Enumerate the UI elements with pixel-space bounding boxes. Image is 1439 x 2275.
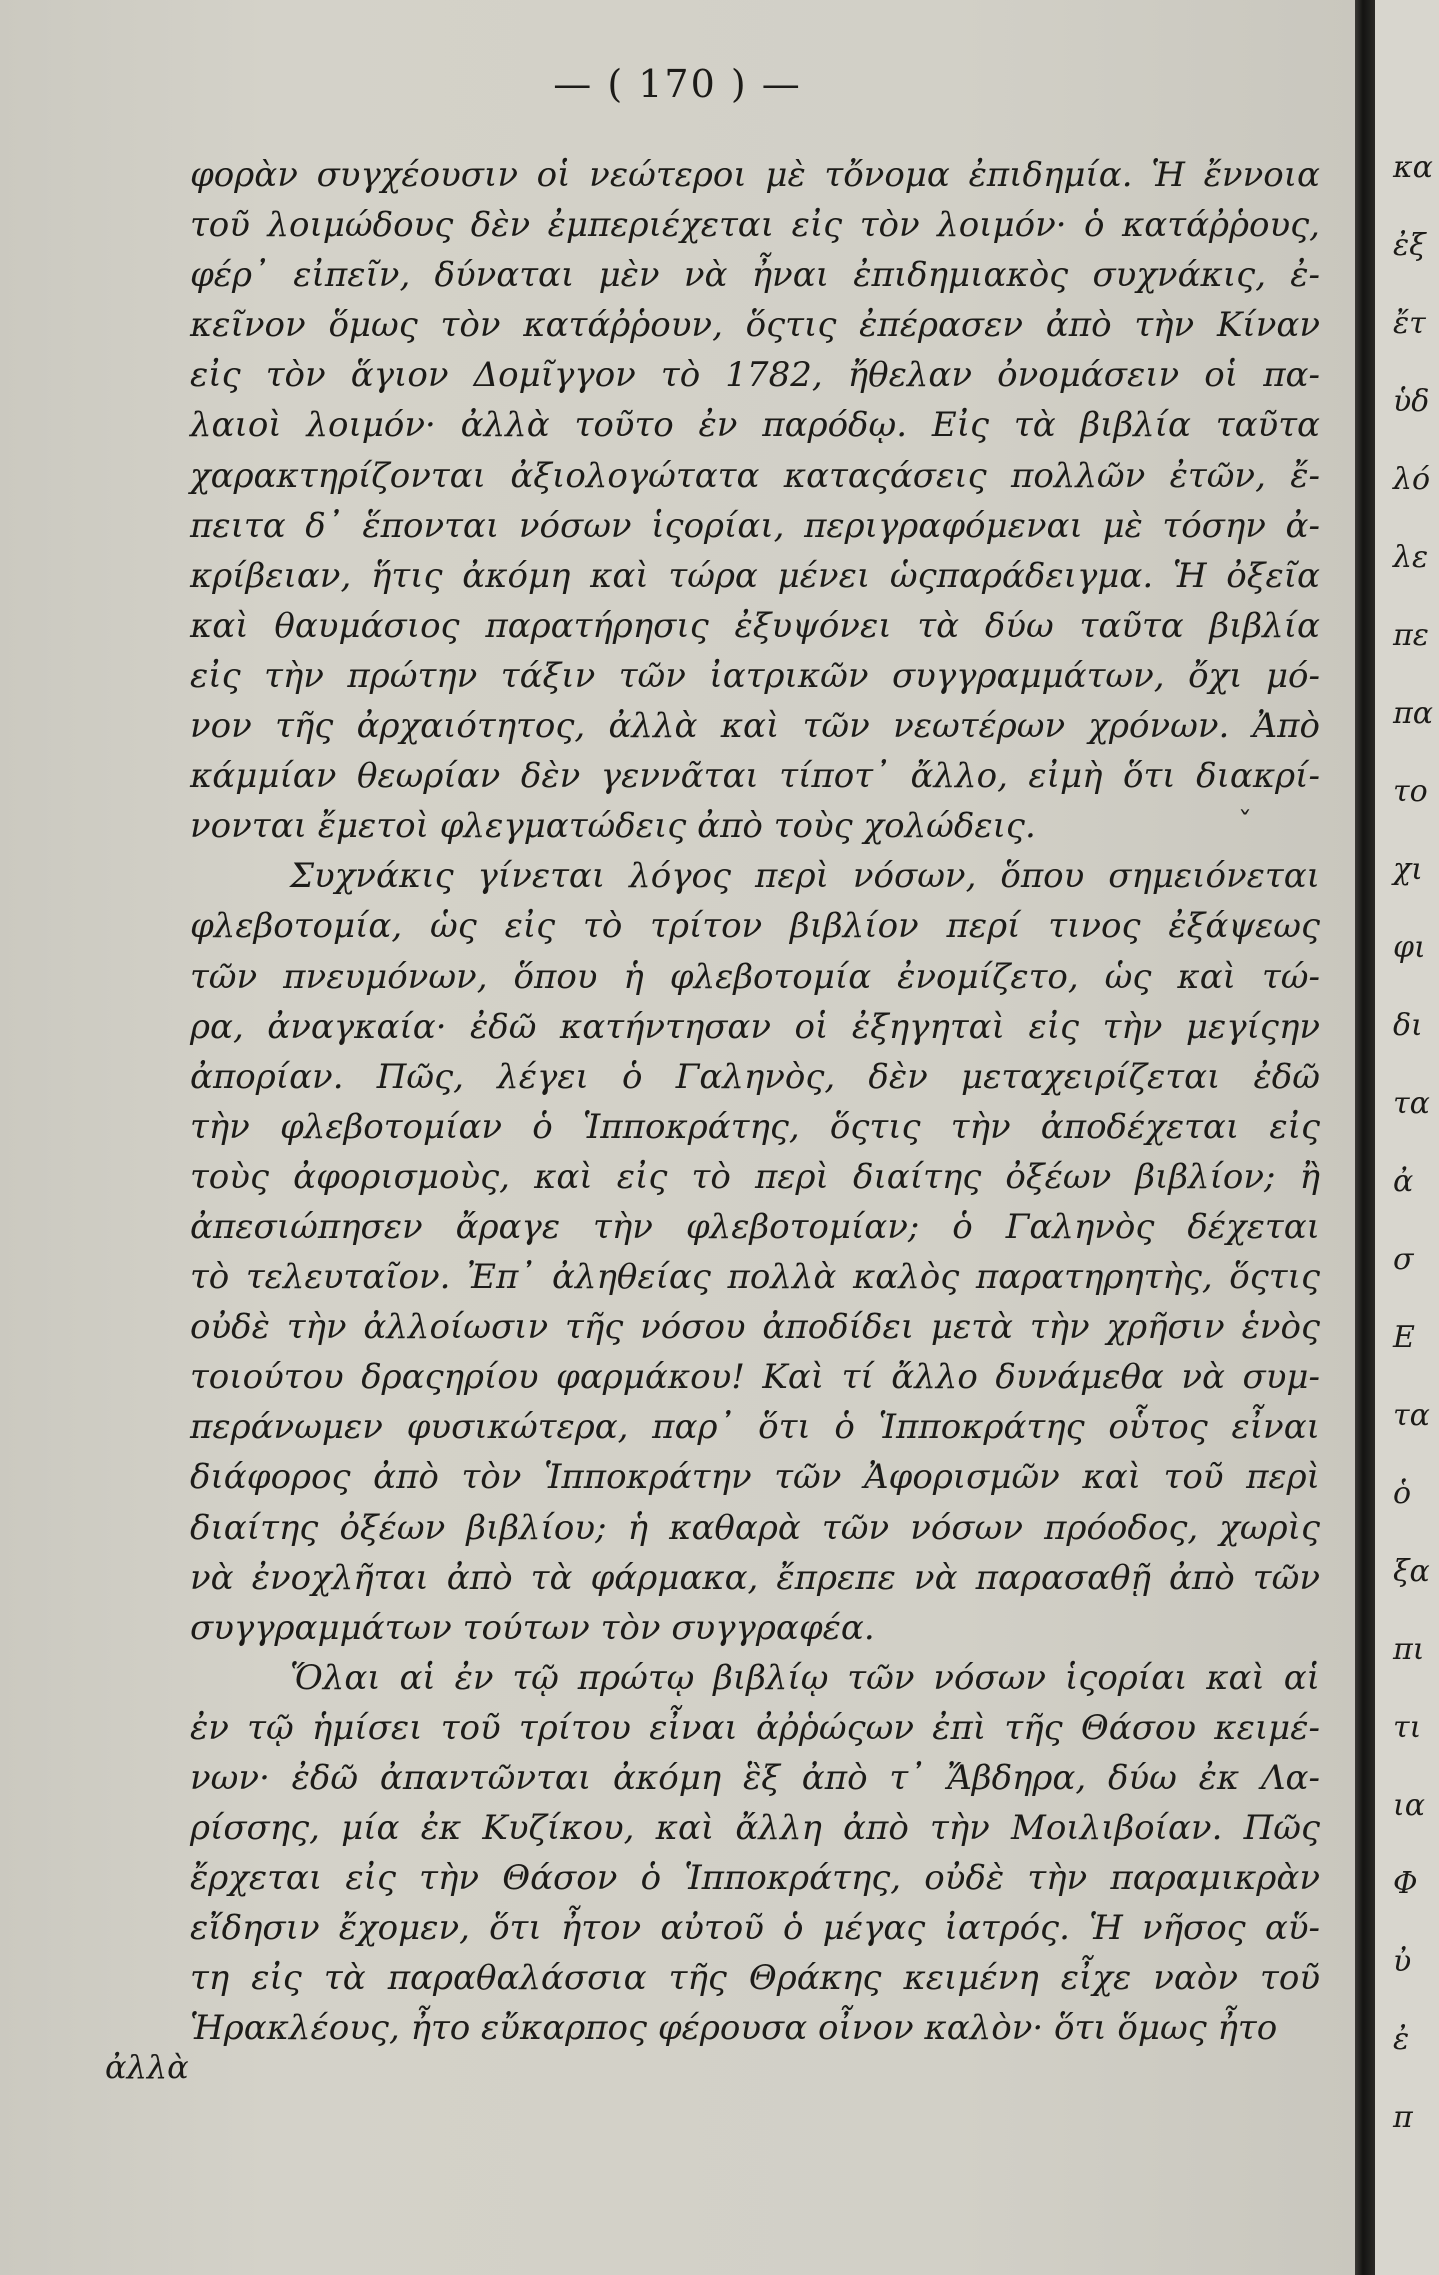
text-line: ρα, ἀναγκαία· ἐδῶ κατήντησαν οἱ ἐξηγηταὶ εἰς τὴν μεγίςην — [190, 1006, 1320, 1047]
adjacent-page-fragment: το — [1393, 774, 1428, 809]
text-line: φέρ᾽ εἰπεῖν, δύναται μὲν νὰ ἦναι ἐπιδημιακὸς συχνάκις, ἐ- — [190, 255, 1320, 296]
text-line: νον τῆς ἀρχαιότητος, ἀλλὰ καὶ τῶν νεωτέρων χρόνων. Ἀπὸ — [190, 706, 1320, 747]
text-line: τοῦ λοιμώδους δὲν ἐμπεριέχεται εἰς τὸν λοιμόν· ὁ κατάῤῥους, — [190, 205, 1320, 246]
text-line: νονται ἔμετοὶ φλεγματώδεις ἀπὸ τοὺς χολώδεις. — [190, 806, 1036, 847]
adjacent-page-fragment: ὁ — [1393, 1476, 1412, 1511]
text-line: εἰς τὸν ἅγιον Δομῖγγον τὸ 1782, ἤθελαν ὀνομάσειν οἱ πα- — [190, 355, 1320, 396]
margin-annotation: ἀλλὰ — [105, 2048, 189, 2086]
ink-tick-mark: ˇ — [1238, 806, 1252, 839]
text-line: περάνωμεν φυσικώτερα, παρ᾽ ὅτι ὁ Ἱπποκράτης οὗτος εἶναι — [190, 1407, 1320, 1448]
adjacent-page-fragment: δι — [1393, 1008, 1423, 1043]
adjacent-page-fragment: πε — [1393, 618, 1429, 653]
adjacent-page-fragment: ἀ — [1393, 1164, 1414, 1199]
text-line: ἀπεσιώπησεν ἄραγε τὴν φλεβοτομίαν; ὁ Γαληνὸς δέχεται — [190, 1206, 1320, 1247]
text-line: φορὰν συγχέουσιν οἱ νεώτεροι μὲ τὄνομα ἐπιδημία. Ἡ ἔννοια — [190, 155, 1320, 195]
adjacent-page-fragment: ἔτ — [1393, 306, 1426, 341]
text-line: λαιοὶ λοιμόν· ἀλλὰ τοῦτο ἐν παρόδῳ. Εἰς τὰ βιβλία ταῦτα — [190, 405, 1320, 446]
text-line: ἐν τῷ ἡμίσει τοῦ τρίτου εἶναι ἀῤῥώςων ἐπὶ τῆς Θάσου κειμέ- — [190, 1707, 1320, 1748]
adjacent-page-fragment: σ — [1393, 1242, 1414, 1277]
text-line: τοιούτου δραςηρίου φαρμάκου! Καὶ τί ἄλλο δυνάμεθα νὰ συμ- — [190, 1357, 1320, 1398]
text-line: κρίβειαν, ἥτις ἀκόμη καὶ τώρα μένει ὡςπαράδειγμα. Ἡ ὀξεῖα — [190, 555, 1320, 596]
adjacent-page-fragment: Φ — [1393, 1866, 1418, 1901]
text-line: κάμμίαν θεωρίαν δὲν γεννᾶται τίποτ᾽ ἄλλο, εἰμὴ ὅτι διακρί- — [190, 756, 1320, 797]
text-line: διαίτης ὀξέων βιβλίου; ἡ καθαρὰ τῶν νόσων πρόοδος, χωρὶς — [190, 1507, 1320, 1548]
adjacent-page-fragment: φι — [1393, 930, 1426, 965]
text-line: τὴν φλεβοτομίαν ὁ Ἱπποκράτης, ὅςτις τὴν ἀποδέχεται εἰς — [190, 1106, 1320, 1147]
text-line: χαρακτηρίζονται ἀξιολογώτατα καταςάσεις πολλῶν ἐτῶν, ἔ- — [190, 455, 1320, 496]
text-line: κεῖνον ὅμως τὸν κατάῤῥουν, ὅςτις ἐπέρασεν ἀπὸ τὴν Κίναν — [190, 305, 1320, 346]
adjacent-page-fragment: χι — [1393, 852, 1423, 887]
adjacent-page-fragment: λε — [1393, 540, 1429, 575]
adjacent-page-fragment: Ε — [1393, 1320, 1415, 1355]
text-line: Ἡρακλέους, ἦτο εὔκαρπος φέρουσα οἶνον καλὸν· ὅτι ὅμως ἦτο — [190, 2008, 1278, 2049]
text-line: τη εἰς τὰ παραθαλάσσια τῆς Θράκης κειμένη εἶχε ναὸν τοῦ — [190, 1958, 1320, 1999]
adjacent-page-fragment: ξα — [1393, 1554, 1430, 1589]
adjacent-page-fragment: τα — [1393, 1398, 1430, 1433]
text-line: πειτα δ᾽ ἕπονται νόσων ἱςορίαι, περιγραφόμεναι μὲ τόσην ἀ- — [190, 505, 1320, 546]
text-line: ρίσσης, μία ἐκ Κυζίκου, καὶ ἄλλη ἀπὸ τὴν Μοιλιβοίαν. Πῶς — [190, 1808, 1320, 1849]
body-text — [190, 150, 1320, 2054]
adjacent-page-fragment: ὐ — [1393, 1944, 1412, 1979]
adjacent-page-fragment: ια — [1393, 1788, 1426, 1823]
text-line: νὰ ἐνοχλῆται ἀπὸ τὰ φάρμακα, ἔπρεπε νὰ παρασαθῇ ἀπὸ τῶν — [190, 1557, 1320, 1598]
text-line: συγγραμμάτων τούτων τὸν συγγραφέα. — [190, 1607, 875, 1648]
text-line: τοὺς ἀφορισμοὺς, καὶ εἰς τὸ περὶ διαίτης ὀξέων βιβλίον; ἢ — [190, 1156, 1320, 1197]
adjacent-page-fragment: λό — [1393, 462, 1431, 497]
adjacent-page-fragment: τα — [1393, 1086, 1430, 1121]
text-line: φλεβοτομία, ὡς εἰς τὸ τρίτον βιβλίον περί τινος ἐξάψεως — [190, 906, 1320, 947]
text-line: ἔρχεται εἰς τὴν Θάσον ὁ Ἱπποκράτης, οὐδὲ τὴν παραμικρὰν — [190, 1858, 1320, 1899]
text-line: Ὅλαι αἱ ἐν τῷ πρώτῳ βιβλίῳ τῶν νόσων ἱςορίαι καὶ αἱ — [290, 1657, 1320, 1698]
book-gutter — [1355, 0, 1375, 2275]
adjacent-page-fragment: πι — [1393, 1632, 1425, 1667]
adjacent-page-fragment: ὑδ — [1393, 384, 1430, 419]
text-line: οὐδὲ τὴν ἀλλοίωσιν τῆς νόσου ἀποδίδει μετὰ τὴν χρῆσιν ἑνὸς — [190, 1307, 1320, 1348]
adjacent-page-edge — [1375, 0, 1439, 2275]
text-line: διάφορος ἀπὸ τὸν Ἱπποκράτην τῶν Ἀφορισμῶν καὶ τοῦ περὶ — [190, 1457, 1320, 1498]
adjacent-page-fragment: ἐξ — [1393, 228, 1426, 263]
adjacent-page-fragment: κα — [1393, 150, 1433, 185]
adjacent-page-fragment: τι — [1393, 1710, 1422, 1745]
text-line: τὸ τελευταῖον. Ἐπ᾽ ἀληθείας πολλὰ καλὸς παρατηρητὴς, ὅςτις — [190, 1257, 1320, 1298]
page-number: — ( 170 ) — — [553, 62, 802, 106]
text-line: εἴδησιν ἔχομεν, ὅτι ἦτον αὐτοῦ ὁ μέγας ἰατρός. Ἡ νῆσος αὕ- — [190, 1908, 1320, 1949]
text-line: καὶ θαυμάσιος παρατήρησις ἐξυψόνει τὰ δύω ταῦτα βιβλία — [190, 605, 1320, 646]
text-line: νων· ἐδῶ ἀπαντῶνται ἀκόμη ἓξ ἀπὸ τ᾽ Ἄβδηρα, δύω ἐκ Λα- — [190, 1758, 1320, 1798]
adjacent-page-fragment: ἐ — [1393, 2022, 1410, 2057]
adjacent-page-fragment: π — [1393, 2100, 1413, 2135]
adjacent-page-fragment: πα — [1393, 696, 1433, 731]
text-line: εἰς τὴν πρώτην τάξιν τῶν ἰατρικῶν συγγραμμάτων, ὄχι μό- — [190, 655, 1320, 696]
text-line: Συχνάκις γίνεται λόγος περὶ νόσων, ὅπου σημειόνεται — [290, 856, 1320, 897]
text-line: τῶν πνευμόνων, ὅπου ἡ φλεβοτομία ἐνομίζετο, ὡς καὶ τώ- — [190, 956, 1320, 997]
text-line: ἀπορίαν. Πῶς, λέγει ὁ Γαληνὸς, δὲν μεταχειρίζεται ἐδῶ — [190, 1056, 1320, 1097]
